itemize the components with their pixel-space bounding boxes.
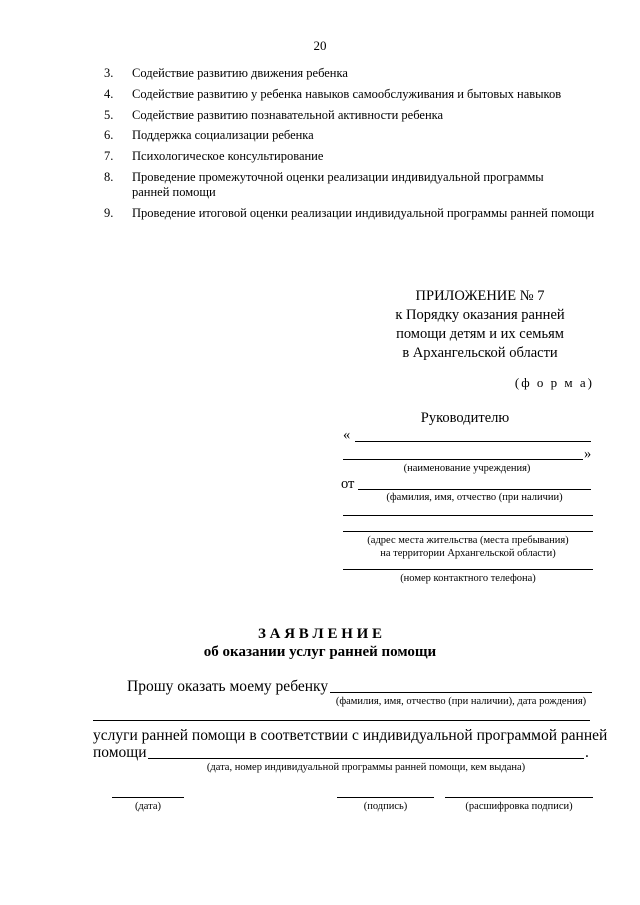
form-label: (ф о р м а) xyxy=(514,375,594,390)
list-item-text: Содействие развитию познавательной активности ребенка xyxy=(132,108,444,122)
appendix-line: в Архангельской области xyxy=(402,345,558,361)
child-info-line[interactable] xyxy=(330,692,592,693)
appendix-line: к Порядку оказания ранней xyxy=(395,307,565,323)
address-caption-line: на территории Архангельской области) xyxy=(380,548,556,559)
applicant-name-line[interactable] xyxy=(358,489,591,490)
addressee-title: Руководителю xyxy=(420,410,510,426)
program-info-caption: (дата, номер индивидуальной программы ранней помощи, кем выдана) xyxy=(206,762,526,773)
list-item-text: Проведение промежуточной оценки реализации индивидуальной программы ранней помощи xyxy=(132,170,544,199)
request-text: Прошу оказать моему ребенку xyxy=(127,678,329,695)
institution-caption: (наименование учреждения) xyxy=(403,463,531,474)
list-item-text: Содействие развитию движения ребенка xyxy=(132,66,348,80)
appendix-line: помощи детям и их семьям xyxy=(396,326,564,342)
date-caption: (дата) xyxy=(134,801,162,812)
address-line-1[interactable] xyxy=(343,515,593,516)
program-info-line[interactable] xyxy=(148,758,584,759)
open-quote: « xyxy=(343,427,351,443)
phone-caption: (номер контактного телефона) xyxy=(400,573,536,584)
appendix-title: ПРИЛОЖЕНИЕ № 7 xyxy=(415,288,545,304)
child-info-line-2[interactable] xyxy=(93,720,590,721)
address-caption xyxy=(343,534,593,560)
list-item-number: 8. xyxy=(104,170,114,184)
statement-title: З А Я В Л Е Н И Е xyxy=(257,626,383,642)
institution-line-1[interactable] xyxy=(355,441,591,442)
address-caption-line: (адрес места жительства (места пребывания) xyxy=(367,535,569,546)
phone-line[interactable] xyxy=(343,569,593,570)
applicant-name-caption: (фамилия, имя, отчество (при наличии) xyxy=(386,492,563,503)
signature-caption: (подпись) xyxy=(363,801,408,812)
from-label: от xyxy=(341,476,355,492)
list-item-text: Содействие развитию у ребенка навыков самообслуживания и бытовых навыков xyxy=(132,87,562,101)
date-line[interactable] xyxy=(112,797,184,798)
address-line-2[interactable] xyxy=(343,531,593,532)
list-item-number: 5. xyxy=(104,108,114,122)
list-item-number: 6. xyxy=(104,128,114,142)
period: . xyxy=(585,744,589,761)
list-item-text: Проведение итоговой оценки реализации индивидуальной программы ранней помощи xyxy=(132,206,595,220)
statement-subtitle: об оказании услуг ранней помощи xyxy=(203,644,437,660)
help-word: помощи xyxy=(93,744,147,761)
signature-decode-caption: (расшифровка подписи) xyxy=(465,801,573,812)
child-info-caption: (фамилия, имя, отчество (при наличии), дата рождения) xyxy=(335,696,587,707)
close-quote: » xyxy=(584,446,592,462)
list-item-number: 4. xyxy=(104,87,114,101)
list-item-text: Психологическое консультирование xyxy=(132,149,324,163)
list-item-text: Поддержка социализации ребенка xyxy=(132,128,314,142)
list-item-number: 3. xyxy=(104,66,114,80)
page-number: 20 xyxy=(313,38,327,53)
institution-line-2[interactable] xyxy=(343,459,583,460)
signature-line[interactable] xyxy=(337,797,434,798)
list-item-number: 7. xyxy=(104,149,114,163)
appendix-block xyxy=(330,287,630,363)
list-item-number: 9. xyxy=(104,206,114,220)
services-text: услуги ранней помощи в соответствии с индивидуальной программой ранней xyxy=(93,727,608,744)
signature-decode-line[interactable] xyxy=(445,797,593,798)
